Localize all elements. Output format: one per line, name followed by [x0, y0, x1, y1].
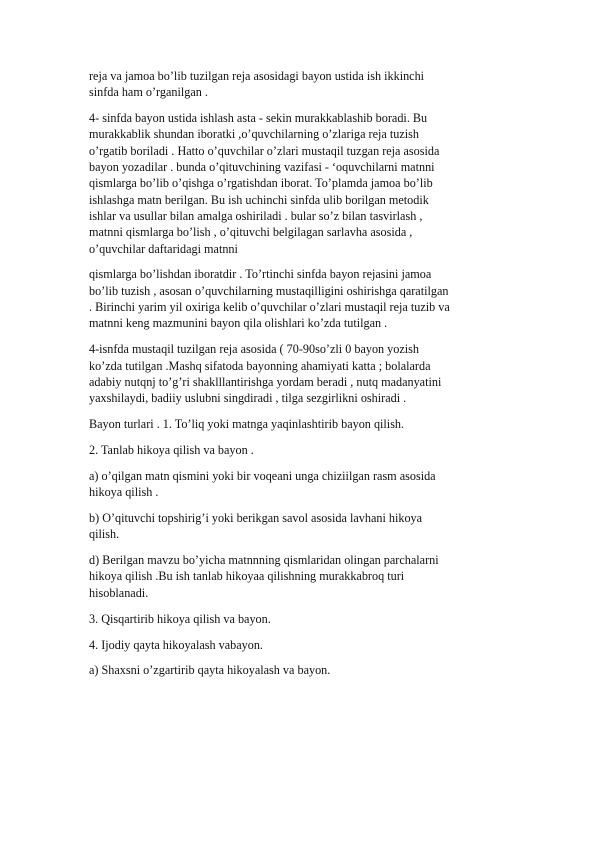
text-line: matnni keng mazmunini bayon qila olishlari ko’zda tutilgan . — [89, 316, 388, 331]
text-line: hisoblanadi. — [89, 585, 149, 600]
text-line: qismlarga bo’lishdan iboratdir . To’rtinchi sinfda bayon rejasini jamoa — [89, 267, 432, 282]
paragraph-9 — [89, 552, 539, 601]
text-line: qilish. — [89, 527, 120, 542]
text-line: sinfda ham o’rganilgan . — [89, 85, 208, 100]
text-line: adabiy nutqnj to’g’ri shaklllantirishga yordam beradi , nutq madanyatini — [89, 374, 442, 389]
paragraph-4 — [89, 341, 539, 406]
paragraph-3 — [89, 266, 539, 331]
text-line: o’rgatib boriladi . Hatto o’quvchilar o’zlari mustaqil tuzgan reja asosida — [89, 143, 440, 158]
paragraph-12 — [89, 662, 539, 678]
text-line: bo’lib tuzish , asosan o’quvchilarning mustaqilligini oshirishga qaratilgan — [89, 283, 449, 298]
text-line: a) Shaxsni o’zgartirib qayta hikoyalash va bayon. — [89, 663, 331, 678]
paragraph-1 — [89, 68, 539, 101]
text-line: a) o’qilgan matn qismini yoki bir voqeani unga chiziilgan rasm asosida — [89, 468, 436, 483]
text-line: hikoya qilish .Bu ish tanlab hikoyaa qilishning murakkabroq turi — [89, 569, 405, 584]
text-line: qismlarga bo’lib o’qishga o’rgatishdan iborat. To’plamda jamoa bo’lib — [89, 176, 433, 191]
text-line: ishlashga matn berilgan. Bu ish uchinchi sinfda ulib borilgan metodik — [89, 192, 429, 207]
text-line: bayon yozadilar . bunda o’qituvchining vazifasi - ‘oquvchilarni matnni — [89, 160, 435, 175]
text-line: matnni qismlarga bo’lish , o’qituvchi belgilagan sarlavha asosida , — [89, 225, 413, 240]
text-line: reja va jamoa bo’lib tuzilgan reja asosidagi bayon ustida ish ikkinchi — [89, 69, 425, 83]
document-page — [89, 68, 539, 688]
text-line: b) O’qituvchi topshirig’i yoki berikgan savol asosida lavhani hikoya — [89, 510, 423, 525]
paragraph-2 — [89, 110, 539, 257]
text-line: 4. Ijodiy qayta hikoyalash vabayon. — [89, 637, 263, 652]
text-line: 2. Tanlab hikoya qilish va bayon . — [89, 442, 254, 457]
text-line: . Birinchi yarim yil oxiriga kelib o’quvchilar o’zlari mustaqil reja tuzib va — [89, 300, 450, 315]
text-line: 3. Qisqartirib hikoya qilish va bayon. — [89, 611, 271, 626]
paragraph-11 — [89, 637, 539, 653]
text-line: hikoya qilish . — [89, 485, 159, 500]
text-line: o’quvchilar daftaridagi matnni — [89, 241, 238, 256]
paragraph-8 — [89, 510, 539, 543]
text-line: ko’zda tutilgan .Mashq sifatoda bayonning ahamiyati katta ; bolalarda — [89, 358, 431, 373]
paragraph-5 — [89, 416, 539, 432]
text-line: murakkablik shundan iboratki ,o’quvchilarning o’zlariga reja tuzish — [89, 127, 419, 142]
text-line: 4- sinfda bayon ustida ishlash asta - sekin murakkablashib boradi. Bu — [89, 111, 428, 126]
paragraph-10 — [89, 611, 539, 627]
text-line: ishlar va usullar bilan amalga oshiriladi . bular so’z bilan tasvirlash , — [89, 208, 423, 223]
paragraph-7 — [89, 468, 539, 501]
text-line: d) Berilgan mavzu bo’yicha matnnning qismlaridan olingan parchalarni — [89, 553, 439, 568]
text-line: 4-isnfda mustaqil tuzilgan reja asosida ( 70-90so’zli 0 bayon yozish — [89, 342, 420, 357]
text-line: Bayon turlari . 1. To’liq yoki matnga yaqinlashtirib bayon qilish. — [89, 417, 405, 432]
text-line: yaxshilaydi, badiiy uslubni singdiradi , tilga sezgirlikni oshiradi . — [89, 391, 407, 406]
paragraph-6 — [89, 442, 539, 458]
